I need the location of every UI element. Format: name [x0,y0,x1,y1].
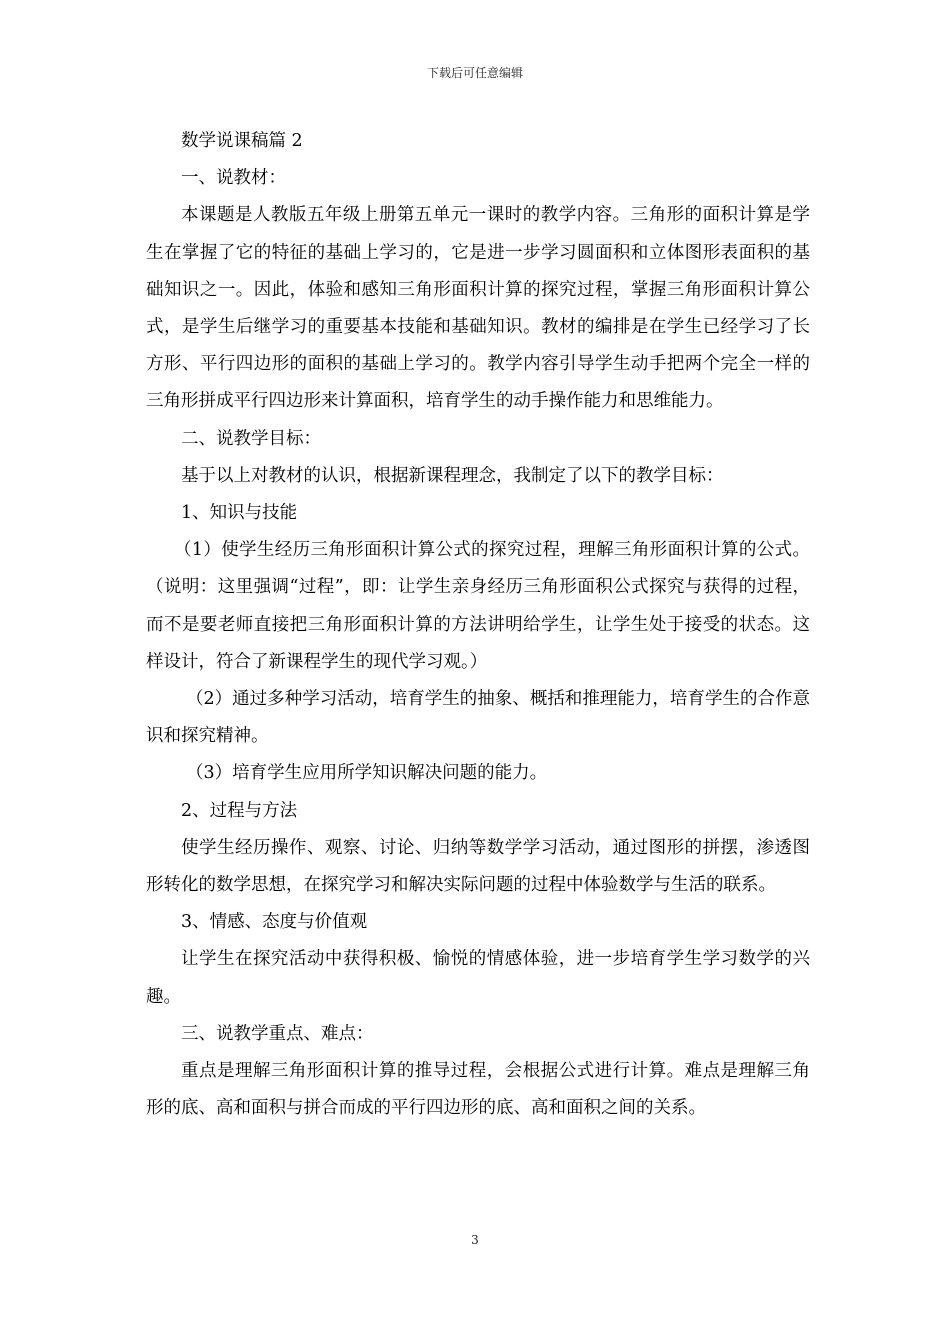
list-item-objective-1: （1）使学生经历三角形面积计算公式的探究过程，理解三角形面积计算的公式。（说明：这里强调“过程”，即：让学生亲身经历三角形面积公式探究与获得的过程，而不是要老师直接把三角形面积计算的方法讲明给学生，让学生处于接受的状态。这样设计，符合了新课程学生的现代学习观。） [146,540,810,672]
paragraph-teaching-material: 本课题是人教版五年级上册第五单元一课时的教学内容。三角形的面积计算是学生在掌握了它的特征的基础上学习的，它是进一步学习圆面积和立体图形表面积的基础知识之一。因此，体验和感知三角形面积计算的探究过程，掌握三角形面积计算公式，是学生后继学习的重要基本技能和基础知识。教材的编排是在学生已经学习了长方形、平行四边形的面积的基础上学习的。教学内容引导学生动手把两个完全一样的三角形拼成平行四边形来计算面积，培育学生的动手操作能力和思维能力。 [146,205,810,412]
list-item-objective-3: （3）培育学生应用所学知识解决问题的能力。 [186,763,548,784]
heading-key-difficult-points: 三、说教学重点、难点： [181,1023,374,1044]
page-number: 3 [471,1233,479,1247]
paragraph-process-method: 使学生经历操作、观察、讨论、归纳等数学学习活动，通过图形的拼摆，渗透图形转化的数学思想，在探究学习和解决实际问题的过程中体验数学与生活的联系。 [146,837,810,896]
subheading-emotion-attitude: 3、情感、态度与价值观 [181,912,368,933]
document-body [146,123,810,1127]
heading-teaching-material: 一、说教材： [181,168,286,189]
paragraph-emotion-attitude: 让学生在探究活动中获得积极、愉悦的情感体验，进一步培育学生学习数学的兴趣。 [146,949,810,1007]
page-header: 下载后可任意编辑 [426,66,523,80]
paragraph-objectives-intro: 基于以上对教材的认识，根据新课程理念，我制定了以下的教学目标： [181,465,724,486]
heading-teaching-objectives: 二、说教学目标： [181,428,321,449]
subheading-knowledge-skills: 1、知识与技能 [181,503,298,524]
paragraph-key-difficult-points: 重点是理解三角形面积计算的推导过程，会根据公式进行计算。难点是理解三角形的底、高和面积与拼合而成的平行四边形的底、高和面积之间的关系。 [146,1061,810,1119]
section-title: 数学说课稿篇 2 [181,131,303,151]
list-item-objective-2: （2）通过多种学习活动，培育学生的抽象、概括和推理能力，培育学生的合作意识和探究精神。 [146,689,810,747]
subheading-process-method: 2、过程与方法 [181,800,298,821]
